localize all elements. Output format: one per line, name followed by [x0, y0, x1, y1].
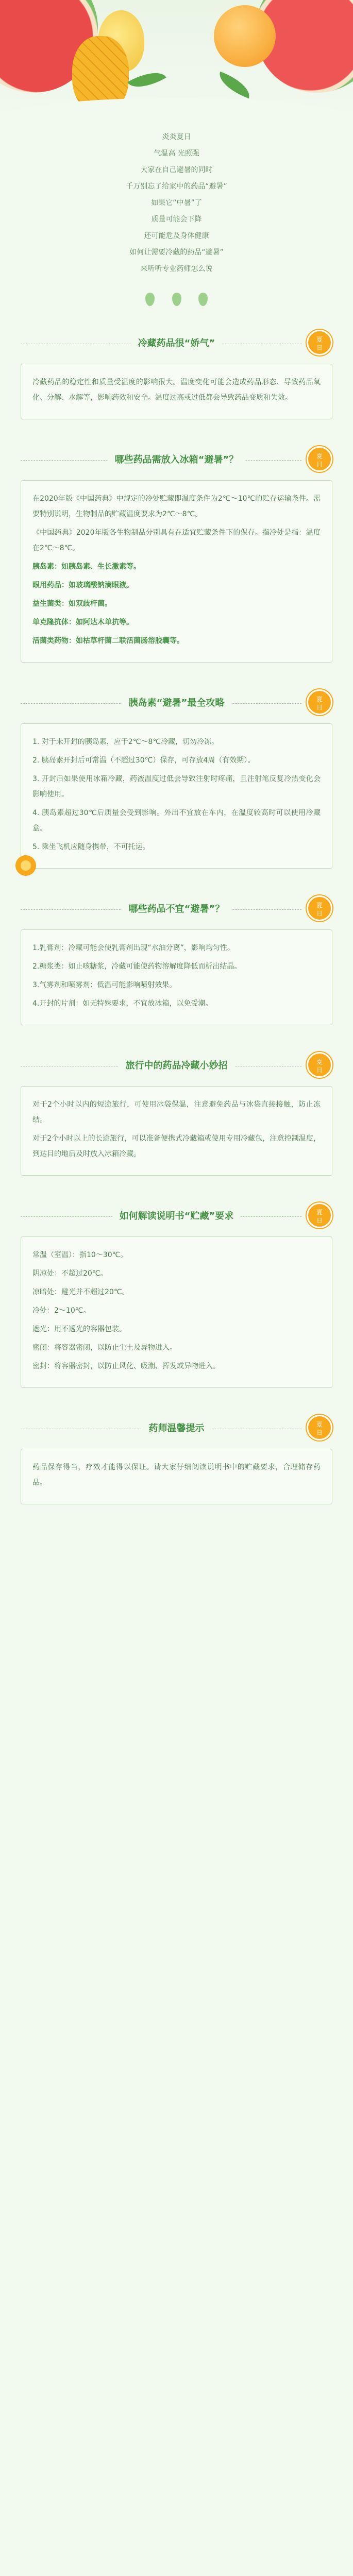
section-card: [21, 480, 332, 663]
section-fridge-drugs: [21, 440, 332, 663]
section-not-fridge: [21, 889, 332, 1025]
paragraph: 4. 胰岛素超过30℃后质量会受到影响。外出不宜放在车内，在温度较高时可以使用冷藏盒。: [32, 809, 321, 833]
summer-badge: 夏 日: [307, 1415, 332, 1440]
paragraph: 1.乳膏剂：冷藏可能会使乳膏剂出现“水油分离”，影响均匀性。: [32, 944, 234, 952]
paragraph: 密闭：将容器密闭，以防止尘土及异物进入。: [32, 1344, 177, 1352]
intro-line: 来听听专业药师怎么说: [140, 265, 213, 273]
summer-badge: 夏 日: [307, 446, 332, 472]
section-label-storage: [21, 1196, 332, 1388]
header-banner: [0, 0, 353, 118]
banner-wave: [0, 98, 353, 118]
summer-badge: 夏 日: [307, 1202, 332, 1228]
paragraph: 阴凉处：不超过20℃。: [32, 1269, 108, 1278]
paragraph: 益生菌类：如双歧杆菌。: [32, 600, 112, 608]
drops-divider: [0, 293, 353, 308]
section-card: [21, 929, 332, 1025]
intro-text: [0, 118, 353, 282]
lemon-icon: [15, 855, 36, 876]
section-title: 胰岛素“避暑”最全攻略: [122, 697, 232, 710]
section-card: [21, 1086, 332, 1176]
section-card: [21, 364, 332, 419]
section-title: 哪些药品不宜“避暑”？: [122, 903, 232, 916]
drop-icon: [145, 293, 155, 306]
summer-badge: 夏 日: [307, 330, 332, 355]
section-pharmacist-tips: [21, 1409, 332, 1504]
leaf-icon: [215, 72, 254, 98]
summer-badge: 夏 日: [307, 1052, 332, 1078]
paragraph: 冷藏药品的稳定性和质量受温度的影响很大。温度变化可能会造成药品形态、导致药品氧化、分解、水解等，影响药效和安全。温度过高或过低都会导致药品变质和失效。: [32, 378, 321, 402]
paragraph: 遮光：用不透光的容器包装。: [32, 1325, 126, 1333]
section-card: [21, 723, 332, 869]
intro-line: 还可能危及身体健康: [144, 232, 209, 240]
section-header: [21, 1046, 332, 1086]
paragraph: 药品保存得当，疗效才能得以保证。请大家仔细阅读说明书中的贮藏要求，合理储存药品。: [32, 1463, 321, 1487]
paragraph: 冷处：2～10℃。: [32, 1307, 91, 1315]
paragraph: 3.气雾剂和喷雾剂：低温可能影响喷射效果。: [32, 981, 177, 989]
paragraph: 常温（室温）：指10～30℃。: [32, 1251, 128, 1259]
intro-line: 千万别忘了给家中的药品“避暑”: [126, 182, 227, 191]
intro-line: 如何让需要冷藏的药品“避暑”: [129, 248, 224, 257]
orange-fruit: [214, 5, 276, 67]
paragraph: 5. 乘坐飞机应随身携带，不可托运。: [32, 843, 150, 851]
section-header: [21, 889, 332, 929]
paragraph: 单克隆抗体：如阿达木单抗等。: [32, 618, 133, 626]
section-title: 如何解读说明书“贮藏”要求: [112, 1210, 241, 1223]
drop-icon: [172, 293, 181, 306]
section-header: [21, 324, 332, 364]
section-title: 旅行中的药品冷藏小妙招: [119, 1059, 235, 1073]
section-header: [21, 440, 332, 480]
paragraph: 活菌类药物：如枯草杆菌二联活菌肠溶胶囊等。: [32, 637, 184, 645]
section-header: [21, 1409, 332, 1449]
paragraph: 密封：将容器密封，以防止风化、吸潮、挥发或异物进入。: [32, 1362, 220, 1370]
paragraph: 4.开封的片剂：如无特殊要求，不宜放冰箱，以免受潮。: [32, 999, 213, 1008]
paragraph: 1. 对于未开封的胰岛素，应于2℃～8℃冷藏，切勿冷冻。: [32, 738, 219, 746]
section-cold-storage: [21, 324, 332, 419]
paragraph: 对于2个小时以内的短途旅行，可使用冰袋保温，注意避免药品与冰袋直接接触，防止冻结。: [32, 1100, 321, 1124]
paragraph: 2.糖浆类：如止咳糖浆，冷藏可能使药物溶解度降低而析出结晶。: [32, 962, 242, 971]
summer-badge: 夏 日: [307, 895, 332, 921]
intro-line: 炎炎夏日: [162, 133, 191, 141]
paragraph: 3. 开封后如果使用冰箱冷藏，药液温度过低会导致注射时疼痛，且注射笔反复冷热变化会影响使用。: [32, 775, 321, 799]
section-travel: [21, 1046, 332, 1176]
paragraph: 凉暗处：避光并不超过20℃。: [32, 1288, 129, 1296]
paragraph: 眼用药品：如玻璃酸钠滴眼液。: [32, 581, 133, 589]
section-title: 药师温馨提示: [142, 1422, 212, 1435]
section-insulin: [21, 683, 332, 869]
section-title: 哪些药品需放入冰箱“避暑”？: [108, 453, 246, 467]
intro-line: 气温高 光照强: [154, 149, 199, 158]
intro-line: 如果它“中暑”了: [151, 199, 202, 207]
section-card: [21, 1236, 332, 1388]
intro-line: 大家在自己避暑的同时: [140, 166, 213, 174]
paragraph: 2. 胰岛素开封后可常温（不超过30℃）保存，可存放4周（有效期）。: [32, 756, 255, 765]
paragraph: 胰岛素：如胰岛素、生长激素等。: [32, 563, 141, 571]
summer-badge: 夏 日: [307, 689, 332, 715]
section-card: [21, 1449, 332, 1504]
paragraph: 《中国药典》2020年版各生物制品分别具有在适宜贮藏条件下的保存。指冷处是指：温度在2℃～8℃。: [32, 529, 321, 552]
section-header: [21, 683, 332, 723]
section-header: [21, 1196, 332, 1236]
drop-icon: [198, 293, 208, 306]
section-title: 冷藏药品很“娇气”: [131, 337, 223, 350]
paragraph: 对于2个小时以上的长途旅行，可以准备便携式冷藏箱或使用专用冷藏包，注意控制温度，到达目的地后及时放入冰箱冷藏。: [32, 1134, 321, 1158]
paragraph: 在2020年版《中国药典》中规定的冷处贮藏即温度条件为2℃～10℃的贮存运输条件。需要特别说明，生物制品的贮藏温度要求为2℃～8℃。: [32, 495, 321, 518]
intro-line: 质量可能会下降: [151, 215, 202, 224]
